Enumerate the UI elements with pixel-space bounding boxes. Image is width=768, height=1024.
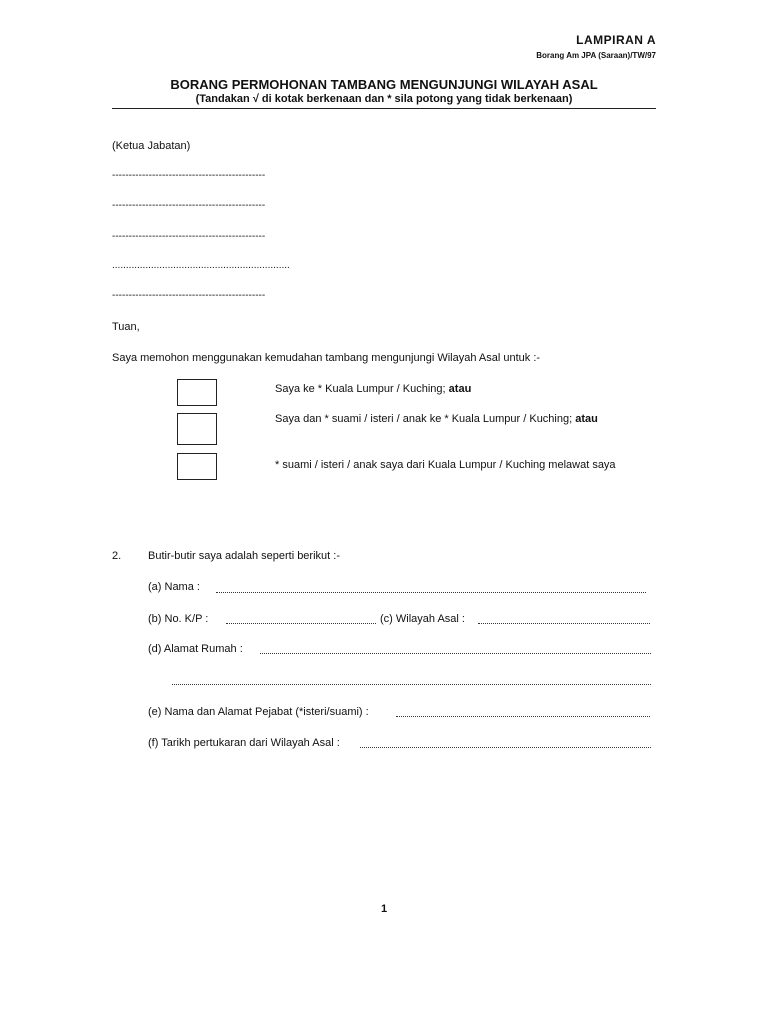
- option-1-text: Saya ke * Kuala Lumpur / Kuching; atau: [275, 383, 472, 395]
- lampiran-label: LAMPIRAN A: [576, 33, 656, 47]
- addressee-line-5[interactable]: ----------------------------------------------: [112, 290, 266, 301]
- tarikh-pertukaran-label: (f) Tarikh pertukaran dari Wilayah Asal :: [148, 737, 340, 749]
- alamat-rumah-field-2[interactable]: [172, 684, 651, 685]
- page-number: 1: [380, 903, 388, 915]
- tarikh-pertukaran-field[interactable]: [360, 747, 651, 748]
- nokp-field[interactable]: [226, 623, 376, 624]
- form-reference: Borang Am JPA (Saraan)/TW/97: [536, 51, 656, 60]
- section-2-heading: Butir-butir saya adalah seperti berikut :-: [148, 550, 340, 562]
- alamat-rumah-label: (d) Alamat Rumah :: [148, 643, 243, 655]
- option-1-checkbox[interactable]: [177, 379, 217, 406]
- addressee-line-3[interactable]: ----------------------------------------------: [112, 231, 266, 242]
- nokp-label: (b) No. K/P :: [148, 613, 209, 625]
- option-3-checkbox[interactable]: [177, 453, 217, 480]
- title-divider: [112, 108, 656, 109]
- form-title: BORANG PERMOHONAN TAMBANG MENGUNJUNGI WILAYAH ASAL: [170, 77, 598, 92]
- wilayah-asal-label: (c) Wilayah Asal :: [380, 613, 465, 625]
- alamat-rumah-field-1[interactable]: [260, 653, 651, 654]
- nama-label: (a) Nama :: [148, 581, 200, 593]
- nama-field[interactable]: [216, 592, 646, 593]
- option-2-checkbox[interactable]: [177, 413, 217, 445]
- section-2-number: 2.: [112, 550, 122, 562]
- addressee-label: (Ketua Jabatan): [112, 140, 191, 152]
- option-2-text: Saya dan * suami / isteri / anak ke * Kuala Lumpur / Kuching; atau: [275, 413, 598, 425]
- addressee-line-1[interactable]: ----------------------------------------------: [112, 170, 266, 181]
- salutation: Tuan,: [112, 321, 140, 333]
- form-instructions: (Tandakan √ di kotak berkenaan dan * sila potong yang tidak berkenaan): [195, 93, 573, 105]
- application-intro: Saya memohon menggunakan kemudahan tambang mengunjungi Wilayah Asal untuk :-: [112, 352, 541, 364]
- addressee-line-2[interactable]: ----------------------------------------------: [112, 200, 266, 211]
- wilayah-asal-field[interactable]: [478, 623, 650, 624]
- option-3-text: * suami / isteri / anak saya dari Kuala Lumpur / Kuching melawat saya: [275, 459, 616, 471]
- addressee-line-4[interactable]: ................................................................: [112, 260, 290, 271]
- alamat-pejabat-field[interactable]: [396, 716, 650, 717]
- alamat-pejabat-label: (e) Nama dan Alamat Pejabat (*isteri/suami) :: [148, 706, 369, 718]
